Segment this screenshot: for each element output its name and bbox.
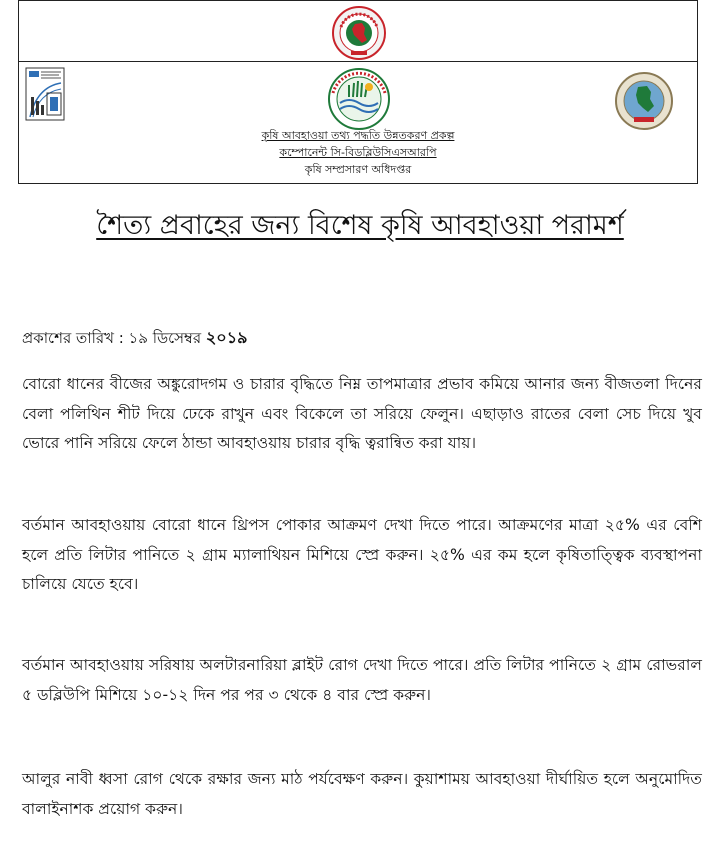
page-title: [0, 206, 720, 246]
organization-name-block: [19, 127, 697, 178]
project-name: কৃষি আবহাওয়া তথ্য পদ্ধতি উন্নতকরণ প্রকল্প: [261, 129, 455, 142]
advisory-paragraph-thrips: বর্তমান আবহাওয়ায় বোরো ধানে থ্রিপস পোকার আক্রমণ দেখা দিতে পারে। আক্রমণের মাত্রা ২৫% এর বেশি হলে প্রতি লিটার পানিতে ২ গ্রাম ম্যালাথিয়ন মিশিয়ে স্প্রে করুন। ২৫% এর কম হলে কৃষিতাত্ত্বিক ব্যবস্থাপনা চালিয়ে যেতে হবে।: [22, 516, 702, 593]
department-of-agricultural-extension-logo-icon: [327, 67, 391, 131]
advisory-paragraph-mustard-blight: বর্তমান আবহাওয়ায় সরিষায় অলটারনারিয়া ব্লাইট রোগ দেখা দিতে পারে। প্রতি লিটার পানিতে ২ গ্রাম রোভরাল ৫ ডব্লিউপি মিশিয়ে ১০-১২ দিন পর পর ৩ থেকে ৪ বার স্প্রে করুন।: [22, 656, 702, 704]
component-name: কম্পোনেন্ট সি-বিডব্লিউসিএসআরপি: [279, 146, 437, 159]
department-name: কৃষি সম্প্রসারণ অধিদপ্তর: [304, 163, 412, 176]
advisory-paragraph-potato-blight: আলুর নাবী ধ্বসা রোগ থেকে রক্ষার জন্য মাঠ পর্যবেক্ষণ করুন। কুয়াশাময় আবহাওয়া দীর্ঘায়িত হলে অনুমোদিত বালাইনাশক প্রয়োগ করুন।: [22, 770, 702, 818]
publication-year: ২০১৯: [205, 328, 248, 347]
publication-date-label: প্রকাশের তারিখ : ১৯ ডিসেম্বর: [22, 329, 206, 347]
project-logo-icon: [25, 67, 65, 121]
letterhead-divider: [19, 61, 697, 62]
bangladesh-government-seal-icon: [331, 5, 387, 61]
bangladesh-map-seal-icon: [614, 71, 674, 131]
publication-date: [22, 326, 247, 350]
advisory-paragraph-boro-seedbed: বোরো ধানের বীজের অঙ্কুরোদগম ও চারার বৃদ্ধিতে নিম্ন তাপমাত্রার প্রভাব কমিয়ে আনার জন্য বীজতলা দিনের বেলা পলিথিন শীট দিয়ে ঢেকে রাখুন এবং বিকেলে তা সরিয়ে ফেলুন। এছাড়াও রাতের বেলা সেচ দিয়ে খুব ভোরে পানি সরিয়ে ফেলে ঠান্ডা আবহাওয়ায় চারার বৃদ্ধি ত্বরান্বিত করা যায়।: [22, 375, 702, 452]
letterhead: [18, 0, 698, 184]
page-title-text: শৈত্য প্রবাহের জন্য বিশেষ কৃষি আবহাওয়া পরামর্শ: [96, 210, 624, 241]
